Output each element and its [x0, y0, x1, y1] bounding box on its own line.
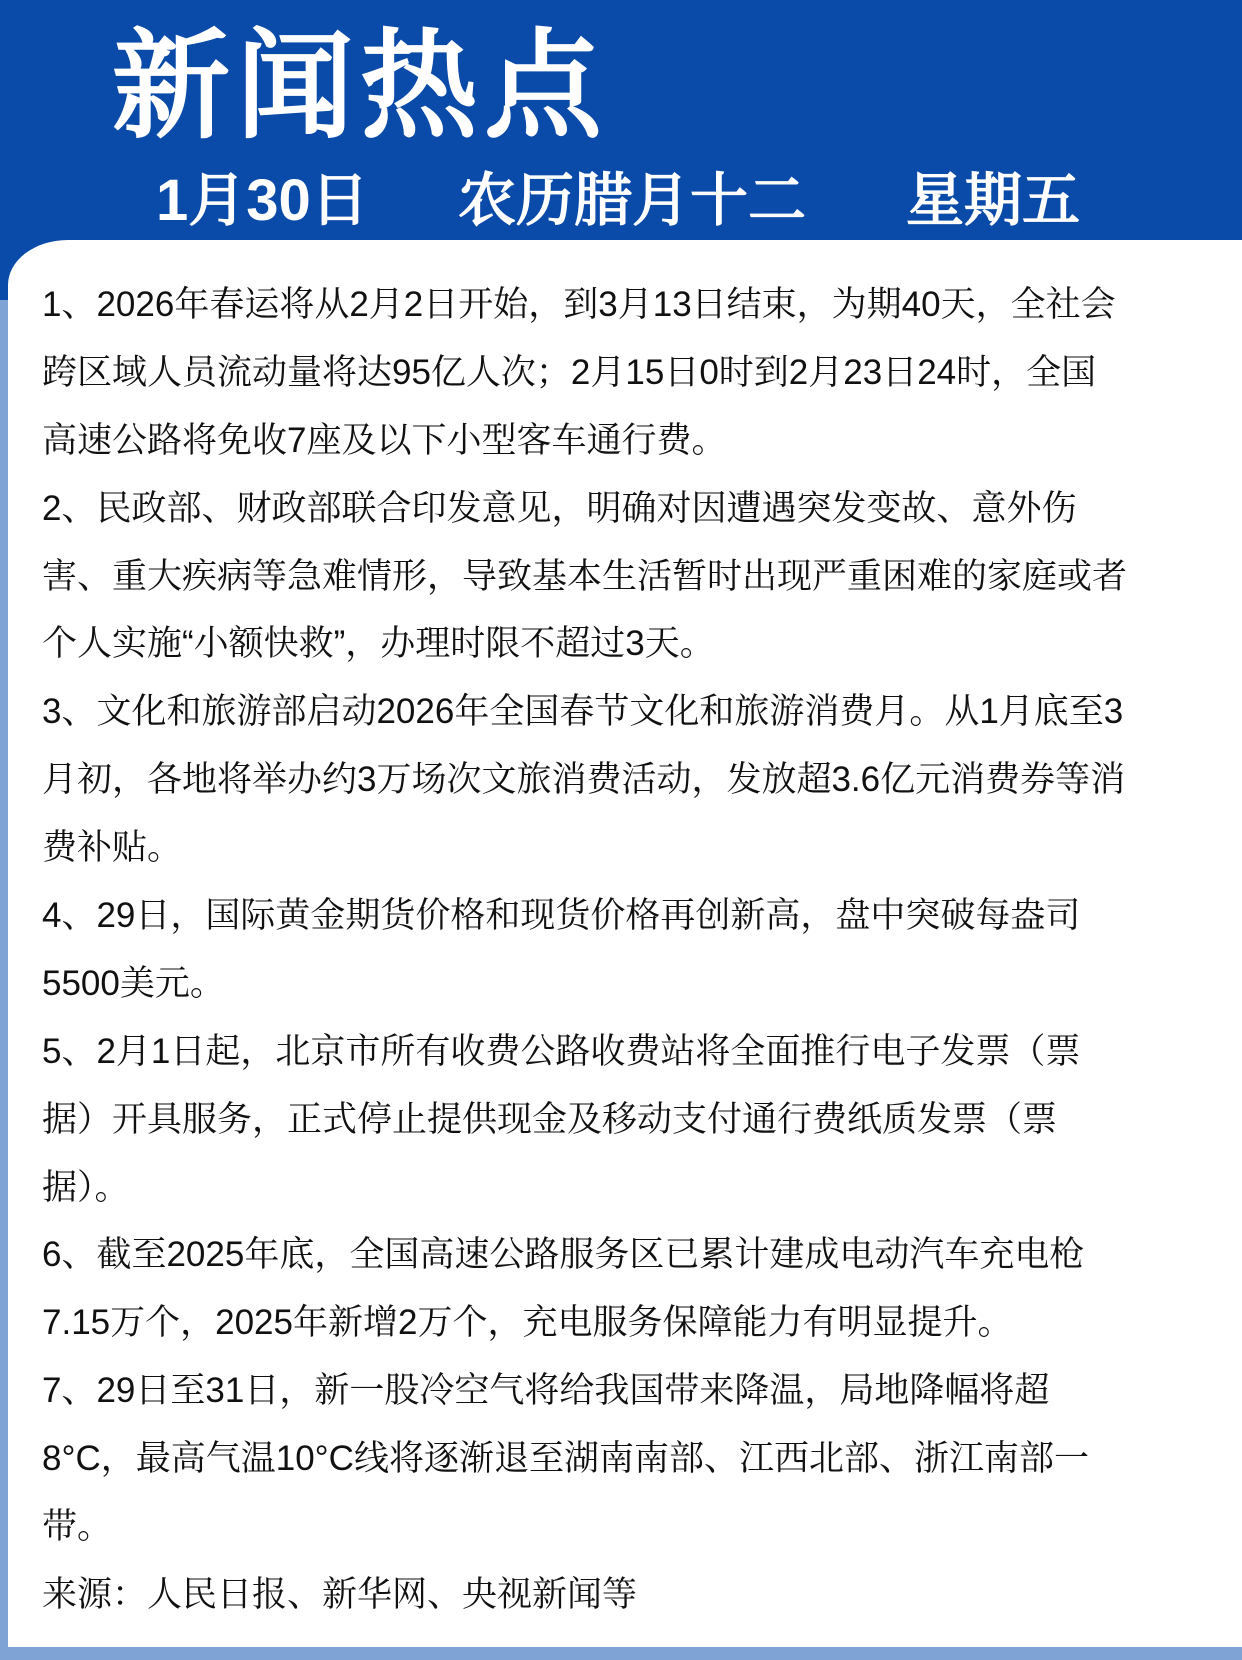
- news-item-line: 高速公路将免收7座及以下小型客车通行费。: [42, 420, 727, 460]
- news-item: [42, 1221, 1232, 1357]
- news-item-line: 5500美元。: [42, 963, 225, 1003]
- news-item-line: 8°C，最高气温10°C线将逐渐退至湖南南部、江西北部、浙江南部一: [42, 1439, 1089, 1479]
- news-item: [42, 882, 1232, 1018]
- source-note: 来源：人民日报、新华网、央视新闻等: [42, 1574, 638, 1614]
- news-item: [42, 678, 1232, 882]
- news-item: [42, 475, 1232, 679]
- weekday: 星期五: [906, 168, 1081, 233]
- news-item: [42, 1018, 1232, 1222]
- news-item: [42, 1357, 1232, 1561]
- news-item-line: 7.15万个，2025年新增2万个，充电服务保障能力有明显提升。: [42, 1303, 1013, 1343]
- news-item-line: 个人实施“小额快救”，办理时限不超过3天。: [42, 624, 715, 664]
- news-item-line: 据）。: [42, 1167, 130, 1207]
- news-item-line: 6、截至2025年底，全国高速公路服务区已累计建成电动汽车充电枪: [42, 1235, 1085, 1275]
- news-item-line: 费补贴。: [42, 828, 183, 868]
- news-item: [42, 271, 1232, 475]
- news-item-line: 3、文化和旅游部启动2026年全国春节文化和旅游消费月。从1月底至3: [42, 692, 1124, 732]
- news-item-line: 2、民政部、财政部联合印发意见，明确对因遭遇突发变故、意外伤: [42, 488, 1077, 528]
- news-item-line: 带。: [42, 1507, 113, 1547]
- news-item-line: 4、29日，国际黄金期货价格和现货价格再创新高，盘中突破每盎司: [42, 896, 1081, 936]
- news-item-line: 害、重大疾病等急难情形，导致基本生活暂时出现严重困难的家庭或者: [42, 556, 1128, 596]
- news-item-line: 5、2月1日起，北京市所有收费公路收费站将全面推行电子发票（票: [42, 1031, 1081, 1071]
- page-title: 新闻热点: [112, 21, 609, 153]
- news-item-line: 跨区域人员流动量将达95亿人次；2月15日0时到2月23日24时，全国: [42, 352, 1097, 392]
- news-item-line: 1、2026年春运将从2月2日开始，到3月13日结束，为期40天，全社会: [42, 285, 1116, 324]
- news-item-line: 月初，各地将举办约3万场次文旅消费活动，发放超3.6亿元消费券等消: [42, 760, 1126, 800]
- date: 1月30日: [156, 168, 369, 233]
- news-list: [42, 271, 1232, 1629]
- news-item-line: 据）开具服务，正式停止提供现金及移动支付通行费纸质发票（票: [42, 1099, 1058, 1139]
- news-item-line: 7、29日至31日，新一股冷空气将给我国带来降温，局地降幅将超: [42, 1371, 1050, 1411]
- lunar-date: 农历腊月十二: [458, 168, 807, 233]
